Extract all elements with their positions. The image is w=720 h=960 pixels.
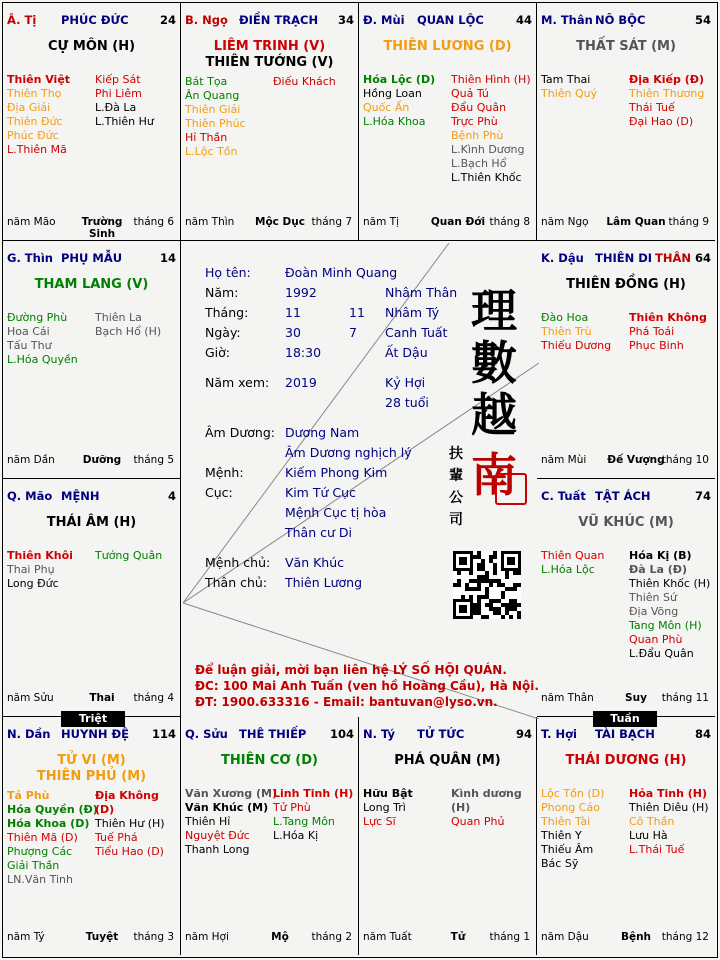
stars-right [629, 549, 710, 661]
stars-left [363, 787, 413, 829]
palace-number: 94 [515, 727, 532, 741]
major-stars [359, 753, 536, 769]
major-star: PHÁ QUÂN (M) [394, 753, 501, 768]
star-item: Thai Phụ [7, 563, 55, 576]
star-item: Linh Tinh (H) [273, 787, 354, 800]
cell-month: tháng 9 [668, 216, 709, 228]
star-item: Địa Giải [7, 101, 51, 114]
calligraphy-char-1: 理 [471, 284, 517, 338]
major-star: THÁI DƯƠNG (H) [565, 753, 687, 768]
stars-left [541, 787, 604, 871]
palace-name: HUYNH ĐỆ [61, 727, 130, 741]
star-item: Văn Khúc (M) [185, 801, 269, 814]
major-star: VŨ KHÚC (M) [578, 515, 674, 530]
day-can: Canh Tuất [385, 325, 448, 340]
palace-number: 64 [694, 251, 711, 265]
major-stars [537, 39, 715, 55]
palace-cell-hoi [537, 717, 715, 955]
palace-number: 24 [159, 13, 176, 27]
star-item: L.Tang Môn [273, 815, 335, 828]
star-item: Hồng Loan [363, 87, 422, 100]
center-info [183, 243, 539, 719]
star-item: L.Thiên Hư [95, 115, 154, 128]
palace-number: 4 [167, 489, 176, 503]
stars-left [7, 311, 78, 367]
palace-cell-thin [3, 241, 181, 479]
cell-month: tháng 3 [133, 931, 174, 943]
than-marker: THÂN [655, 251, 691, 265]
stars-left [541, 73, 597, 101]
branch-label: G. Thìn [7, 251, 53, 265]
major-stars [181, 753, 358, 769]
major-star: LIÊM TRINH (V) [213, 39, 326, 54]
palace-cell-tuat [537, 479, 715, 717]
star-item: Phong Cáo [541, 801, 600, 814]
star-item: L.Hóa Lộc [541, 563, 595, 576]
cuc-value-2: Mệnh Cục tị hòa [285, 505, 387, 520]
star-item: L.Đà La [95, 101, 137, 114]
star-item: Thiên Hư (H) [95, 817, 165, 830]
star-item: Điếu Khách [273, 75, 336, 88]
palace-number: 44 [515, 13, 532, 27]
major-stars [537, 753, 715, 769]
palace-name: QUAN LỘC [417, 13, 484, 27]
star-item: L.Hóa Quyền [7, 353, 78, 366]
star-item: Thanh Long [185, 843, 250, 856]
star-item: Trực Phù [451, 115, 498, 128]
major-star: TỬ VI (M) [57, 753, 126, 768]
star-item: Phúc Đức [7, 129, 59, 142]
star-item: Thiên Thọ [7, 87, 62, 100]
month-solar: 11 [285, 305, 301, 320]
palace-name: PHÚC ĐỨC [61, 13, 129, 27]
year-can: Nhâm Thân [385, 285, 458, 300]
star-item: Quan Phủ [451, 815, 505, 828]
palace-cell-ngo [181, 3, 359, 241]
year-label: Năm: [205, 285, 239, 300]
small-calligraphy-3: 公 [449, 490, 463, 506]
amduong-label: Âm Dương: [205, 425, 275, 440]
major-star: THIÊN ĐỒNG (H) [566, 277, 686, 292]
branch-label: Q. Sửu [185, 727, 228, 741]
star-item: Bạch Hổ (H) [95, 325, 162, 338]
cell-stage: Tuyệt [85, 931, 119, 943]
star-item: Kình dương (H) [451, 787, 522, 814]
star-item: Địa Kiếp (Đ) [629, 73, 704, 86]
major-star: THÁI ÂM (H) [46, 515, 137, 530]
amduong-value: Dương Nam [285, 425, 360, 440]
name-label: Họ tên: [205, 265, 251, 280]
palace-cell-than [537, 3, 715, 241]
major-stars [537, 277, 715, 293]
palace-number: 74 [694, 489, 711, 503]
view-year-label: Năm xem: [205, 375, 270, 390]
star-item: Phục Binh [629, 339, 684, 352]
major-star: CỰ MÔN (H) [47, 39, 136, 54]
month-lunar: 11 [349, 305, 365, 320]
branch-label: Đ. Mùi [363, 13, 405, 27]
star-item: Thiên La [95, 311, 142, 324]
cell-year: năm Mão [7, 216, 56, 228]
star-item: Hóa Kị (B) [629, 549, 692, 562]
cell-stage: Mộ [271, 931, 289, 943]
palace-cell-dau [537, 241, 715, 479]
stars-left [185, 75, 246, 159]
cell-year: năm Mùi [541, 454, 587, 466]
star-item: Phá Toái [629, 325, 675, 338]
star-item: Tiểu Hao (D) [95, 845, 164, 858]
star-item: Đẩu Quân [451, 101, 507, 114]
palace-name: ĐIỀN TRẠCH [239, 13, 319, 27]
stars-left [363, 73, 435, 129]
star-item: Hóa Khoa (D) [7, 817, 90, 830]
menh-label: Mệnh: [205, 465, 244, 480]
star-item: Tả Phù [7, 789, 50, 802]
star-item: Tử Phù [273, 801, 311, 814]
star-item: Văn Xương (M) [185, 787, 278, 800]
cell-stage: Suy [625, 692, 647, 704]
star-item: L.Bạch Hổ [451, 157, 507, 170]
menhchu-value: Văn Khúc [285, 555, 345, 570]
cell-year: năm Thân [541, 692, 594, 704]
palace-name: THÊ THIẾP [239, 727, 307, 741]
stars-left [185, 787, 277, 857]
palace-number: 14 [159, 251, 176, 265]
star-item: L.Lộc Tồn [185, 145, 238, 158]
star-item: L.Thái Tuế [629, 843, 685, 856]
day-solar: 30 [285, 325, 301, 340]
star-item: Hóa Quyền (Đ) [7, 803, 98, 816]
tuvi-chart [2, 2, 718, 958]
cell-month: tháng 5 [133, 454, 174, 466]
stars-left [541, 311, 611, 353]
stars-right [95, 789, 180, 859]
hour-label: Giờ: [205, 345, 231, 360]
amduong-value-2: Âm Dương nghịch lý [285, 445, 412, 460]
palace-cell-tyy [359, 717, 537, 955]
cell-year: năm Dần [7, 454, 55, 466]
palace-name: TẬT ÁCH [595, 489, 651, 503]
major-stars [359, 39, 536, 55]
star-item: Thiên Hình (H) [451, 73, 531, 86]
star-item: Thiên Không [629, 311, 707, 324]
calligraphy-char-2: 數 [471, 336, 517, 390]
stars-right [451, 73, 531, 185]
star-item: Thiên Sứ [629, 591, 677, 604]
palace-number: 114 [151, 727, 176, 741]
cell-year: năm Sửu [7, 692, 54, 704]
hour-can: Ất Dậu [385, 345, 428, 360]
star-item: Địa Võng [629, 605, 679, 618]
major-star: THAM LANG (V) [34, 277, 149, 292]
cell-year: năm Thìn [185, 216, 235, 228]
star-item: Thái Tuế [629, 101, 675, 114]
major-star: THIÊN PHỦ (M) [36, 769, 147, 784]
stars-right [95, 311, 161, 339]
cell-month: tháng 2 [311, 931, 352, 943]
star-item: Giải Thần [7, 859, 60, 872]
star-item: Thiên Trù [541, 325, 592, 338]
star-item: Long Trì [363, 801, 406, 814]
star-item: Thiên Diêu (H) [629, 801, 709, 814]
contact-line-2: ĐC: 100 Mai Anh Tuấn (ven hồ Hoàng Cầu), Hà Nội. [195, 679, 539, 693]
cuc-value-3: Thân cư Di [285, 525, 352, 540]
major-star: THẤT SÁT (M) [576, 39, 676, 54]
day-label: Ngày: [205, 325, 241, 340]
palace-name: PHỤ MẪU [61, 251, 123, 265]
star-item: Hoa Cái [7, 325, 50, 338]
cell-stage: Mộc Dục [255, 216, 305, 228]
star-item: Thiên Khôi [7, 549, 73, 562]
star-item: Tang Môn (H) [629, 619, 702, 632]
calligraphy-char-3: 越 [471, 388, 517, 442]
palace-name: NÔ BỘC [595, 13, 646, 27]
star-item: Đào Hoa [541, 311, 589, 324]
cell-year: năm Tị [363, 216, 399, 228]
small-calligraphy-2: 輩 [449, 468, 463, 484]
year-value: 1992 [285, 285, 317, 300]
star-item: Thiên Mã (D) [7, 831, 78, 844]
star-item: Thiên Phúc [185, 117, 246, 130]
star-item: L.Thiên Khốc [451, 171, 522, 184]
contact-line-3: ĐT: 1900.633316 - Email: bantuvan@lyso.vn. [195, 695, 498, 709]
stars-right [95, 73, 154, 129]
cell-stage: Tử [450, 931, 466, 943]
star-item: Kiếp Sát [95, 73, 141, 86]
star-item: Hữu Bật [363, 787, 413, 800]
palace-number: 54 [694, 13, 711, 27]
stars-right [273, 787, 353, 843]
star-item: Thiên Giải [185, 103, 241, 116]
star-item: Địa Không (D) [95, 789, 159, 816]
star-item: Lực Sĩ [363, 815, 396, 828]
star-item: LN.Văn Tinh [7, 873, 73, 886]
stars-right [629, 787, 709, 857]
thanchu-label: Thân chủ: [205, 575, 268, 590]
age: 28 tuổi [385, 395, 429, 410]
cell-month: tháng 11 [661, 692, 709, 704]
palace-name: THIÊN DI [595, 251, 653, 265]
star-item: Lộc Tồn (D) [541, 787, 605, 800]
stars-left [541, 549, 604, 577]
cell-stage: Trường Sinh [81, 216, 123, 240]
stars-left [7, 789, 98, 887]
cuc-value: Kim Tứ Cục [285, 485, 356, 500]
cell-month: tháng 10 [661, 454, 709, 466]
cell-stage: Đế Vượng [607, 454, 665, 466]
star-item: L.Hóa Kị [273, 829, 319, 842]
name-value: Đoàn Minh Quang [285, 265, 398, 280]
stars-right [629, 311, 707, 353]
branch-label: T. Hợi [541, 727, 577, 741]
star-item: Thiên Quan [541, 549, 605, 562]
star-item: Thiên Khốc (H) [629, 577, 711, 590]
palace-cell-mui [359, 3, 537, 241]
cell-stage: Lâm Quan [606, 216, 666, 228]
cell-year: năm Tý [7, 931, 45, 943]
star-item: Thiên Đức [7, 115, 63, 128]
month-can: Nhâm Tý [385, 305, 440, 320]
cell-stage: Thai [89, 692, 115, 704]
star-item: Thiên Thương [629, 87, 705, 100]
star-item: Nguyệt Đức [185, 829, 250, 842]
palace-cell-mao [3, 479, 181, 717]
branch-label: N. Dần [7, 727, 51, 741]
star-item: Thiên Hỉ [185, 815, 231, 828]
star-item: Thiên Việt [7, 73, 71, 86]
cell-month: tháng 8 [489, 216, 530, 228]
palace-number: 34 [337, 13, 354, 27]
star-item: Thiên Quý [541, 87, 598, 100]
major-stars [537, 515, 715, 531]
star-item: Tam Thai [541, 73, 591, 86]
cell-year: năm Hợi [185, 931, 229, 943]
cell-month: tháng 4 [133, 692, 174, 704]
palace-cell-dan [3, 717, 181, 955]
star-item: Đại Hao (D) [629, 115, 694, 128]
star-item: Bác Sỹ [541, 857, 579, 870]
cell-stage: Dưỡng [82, 454, 122, 466]
star-item: Phi Liêm [95, 87, 142, 100]
contact-line-1: Để luận giải, mời bạn liên hệ LÝ SỐ HỘI QUÁN. [195, 663, 507, 677]
stars-left [7, 549, 73, 591]
palace-name: TỬ TỨC [417, 727, 465, 741]
star-item: Thiếu Âm [541, 843, 594, 856]
triet-marker: Triệt [61, 711, 125, 727]
star-item: Tướng Quân [95, 549, 163, 562]
branch-label: Q. Mão [7, 489, 53, 503]
palace-name: MỆNH [61, 489, 100, 503]
thanchu-value: Thiên Lương [285, 575, 363, 590]
star-item: Phượng Các [7, 845, 73, 858]
star-item: Long Đức [7, 577, 59, 590]
star-item: L.Đẩu Quân [629, 647, 694, 660]
star-item: Đà La (Đ) [629, 563, 688, 576]
star-item: Bát Tọa [185, 75, 228, 88]
cell-year: năm Ngọ [541, 216, 589, 228]
major-stars [3, 39, 180, 55]
star-item: Ân Quang [185, 89, 240, 102]
cell-month: tháng 12 [661, 931, 709, 943]
calligraphy-char-4: 南 [471, 448, 517, 502]
stars-left [7, 73, 70, 157]
menh-value: Kiếm Phong Kim [285, 465, 388, 480]
star-item: Cô Thần [629, 815, 675, 828]
menhchu-label: Mệnh chủ: [205, 555, 271, 570]
star-item: Tấu Thư [7, 339, 52, 352]
star-item: Tuế Phá [95, 831, 138, 844]
month-label: Tháng: [205, 305, 249, 320]
star-item: Bệnh Phù [451, 129, 504, 142]
branch-label: N. Tý [363, 727, 395, 741]
day-lunar: 7 [349, 325, 357, 340]
hour-value: 18:30 [285, 345, 322, 360]
star-item: L.Kình Dương [451, 143, 525, 156]
major-stars [3, 277, 180, 293]
star-item: Đường Phù [7, 311, 68, 324]
major-stars [181, 39, 358, 71]
major-star: THIÊN LƯƠNG (D) [383, 39, 512, 54]
small-calligraphy-4: 司 [449, 512, 463, 528]
star-item: Quốc Ấn [363, 101, 410, 114]
major-star: THIÊN TƯỚNG (V) [205, 55, 334, 70]
branch-label: C. Tuất [541, 489, 586, 503]
star-item: Thiên Y [541, 829, 582, 842]
cell-month: tháng 6 [133, 216, 174, 228]
palace-number: 84 [694, 727, 711, 741]
major-stars [3, 753, 180, 785]
star-item: Thiếu Dương [541, 339, 612, 352]
star-item: Quan Phù [629, 633, 683, 646]
star-item: Lưu Hà [629, 829, 668, 842]
branch-label: Â. Tị [7, 13, 37, 27]
tuan-marker: Tuần [593, 711, 657, 727]
view-year: 2019 [285, 375, 317, 390]
palace-cell-suu [181, 717, 359, 955]
qr-code-icon [453, 551, 521, 619]
palace-name: TÀI BẠCH [595, 727, 655, 741]
branch-label: K. Dậu [541, 251, 584, 265]
star-item: Hóa Lộc (D) [363, 73, 436, 86]
star-item: Quả Tú [451, 87, 489, 100]
cell-stage: Quan Đới [430, 216, 486, 228]
palace-number: 104 [329, 727, 354, 741]
cuc-label: Cục: [205, 485, 233, 500]
stars-right [629, 73, 704, 129]
star-item: Hỏa Tinh (H) [629, 787, 708, 800]
star-item: L.Thiên Mã [7, 143, 67, 156]
major-star: THIÊN CƠ (D) [221, 753, 318, 768]
star-item: Hỉ Thần [185, 131, 228, 144]
cell-stage: Bệnh [620, 931, 652, 943]
branch-label: B. Ngọ [185, 13, 228, 27]
view-year-can: Kỷ Hợi [385, 375, 426, 390]
star-item: L.Hóa Khoa [363, 115, 426, 128]
major-stars [3, 515, 180, 531]
cell-month: tháng 7 [311, 216, 352, 228]
small-calligraphy-1: 扶 [449, 446, 463, 462]
stars-right [451, 787, 536, 829]
red-seal [495, 473, 527, 505]
cell-year: năm Dậu [541, 931, 589, 943]
branch-label: M. Thân [541, 13, 593, 27]
cell-month: tháng 1 [489, 931, 530, 943]
palace-cell-ty [3, 3, 181, 241]
cell-year: năm Tuất [363, 931, 412, 943]
stars-right [273, 75, 336, 89]
star-item: Thiên Tài [541, 815, 591, 828]
stars-right [95, 549, 162, 563]
